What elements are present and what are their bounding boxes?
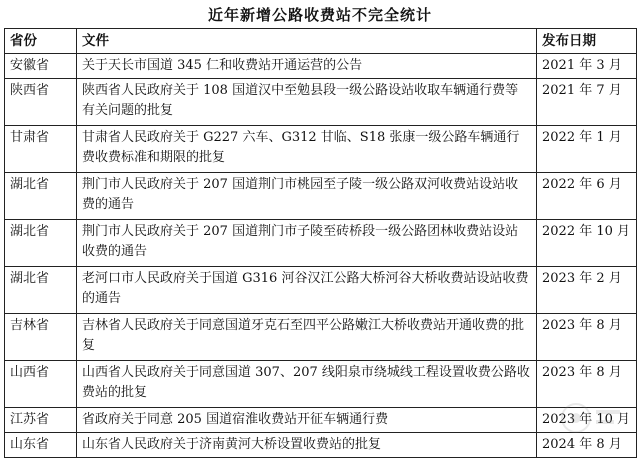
header-date: 发布日期 bbox=[537, 29, 637, 54]
table-row bbox=[5, 267, 637, 314]
document-cell: 关于天长市国道 345 仁和收费站开通运营的公告 bbox=[77, 54, 537, 79]
province-cell: 山西省 bbox=[5, 361, 77, 408]
province-cell: 安徽省 bbox=[5, 54, 77, 79]
province-cell: 江苏省 bbox=[5, 408, 77, 433]
province-cell: 湖北省 bbox=[5, 267, 77, 314]
watermark-logo bbox=[556, 398, 626, 438]
province-cell: 湖北省 bbox=[5, 220, 77, 267]
date-cell: 2022 年 10 月 bbox=[537, 220, 637, 267]
table-row bbox=[5, 126, 637, 173]
document-cell: 老河口市人民政府关于国道 G316 河谷汉江公路大桥河谷大桥收费站设站收费的通告 bbox=[77, 267, 537, 314]
document-cell: 甘肃省人民政府关于 G227 六车、G312 甘临、S18 张康一级公路车辆通行费收费标准和期限的批复 bbox=[77, 126, 537, 173]
document-cell: 山东省人民政府关于济南黄河大桥设置收费站的批复 bbox=[77, 433, 537, 458]
date-cell: 2023 年 2 月 bbox=[537, 267, 637, 314]
date-cell: 2023 年 8 月 bbox=[537, 361, 637, 408]
table-row bbox=[5, 220, 637, 267]
table-row bbox=[5, 54, 637, 79]
toll-station-table bbox=[4, 28, 637, 458]
table-row bbox=[5, 433, 637, 458]
date-cell: 2023 年 8 月 bbox=[537, 314, 637, 361]
province-cell: 湖北省 bbox=[5, 173, 77, 220]
table-row bbox=[5, 79, 637, 126]
table-row bbox=[5, 314, 637, 361]
document-cell: 陕西省人民政府关于 108 国道汉中至勉县段一级公路设站收取车辆通行费等有关问题的批复 bbox=[77, 79, 537, 126]
date-cell: 2021 年 7 月 bbox=[537, 79, 637, 126]
table-header-row bbox=[5, 29, 637, 54]
date-cell: 2023 年 10 月 bbox=[537, 408, 637, 433]
province-cell: 山东省 bbox=[5, 433, 77, 458]
document-cell: 山西省人民政府关于同意国道 307、207 线阳泉市绕城线工程设置收费公路收费站的批复 bbox=[77, 361, 537, 408]
header-province: 省份 bbox=[5, 29, 77, 54]
date-cell: 2024 年 8 月 bbox=[537, 433, 637, 458]
document-cell: 荆门市人民政府关于 207 国道荆门市桃园至子陵一级公路双河收费站设站收费的通告 bbox=[77, 173, 537, 220]
table-title: 近年新增公路收费站不完全统计 bbox=[207, 6, 432, 24]
date-cell: 2022 年 6 月 bbox=[537, 173, 637, 220]
province-cell: 甘肃省 bbox=[5, 126, 77, 173]
date-cell: 2021 年 3 月 bbox=[537, 54, 637, 79]
table-row bbox=[5, 361, 637, 408]
header-document: 文件 bbox=[77, 29, 537, 54]
document-cell: 吉林省人民政府关于同意国道牙克石至四平公路嫩江大桥收费站开通收费的批复 bbox=[77, 314, 537, 361]
date-cell: 2022 年 1 月 bbox=[537, 126, 637, 173]
table-row bbox=[5, 173, 637, 220]
province-cell: 吉林省 bbox=[5, 314, 77, 361]
document-cell: 省政府关于同意 205 国道宿淮收费站开征车辆通行费 bbox=[77, 408, 537, 433]
document-cell: 荆门市人民政府关于 207 国道荆门市子陵至砖桥段一级公路团林收费站设站收费的通告 bbox=[77, 220, 537, 267]
province-cell: 陕西省 bbox=[5, 79, 77, 126]
table-row bbox=[5, 408, 637, 433]
